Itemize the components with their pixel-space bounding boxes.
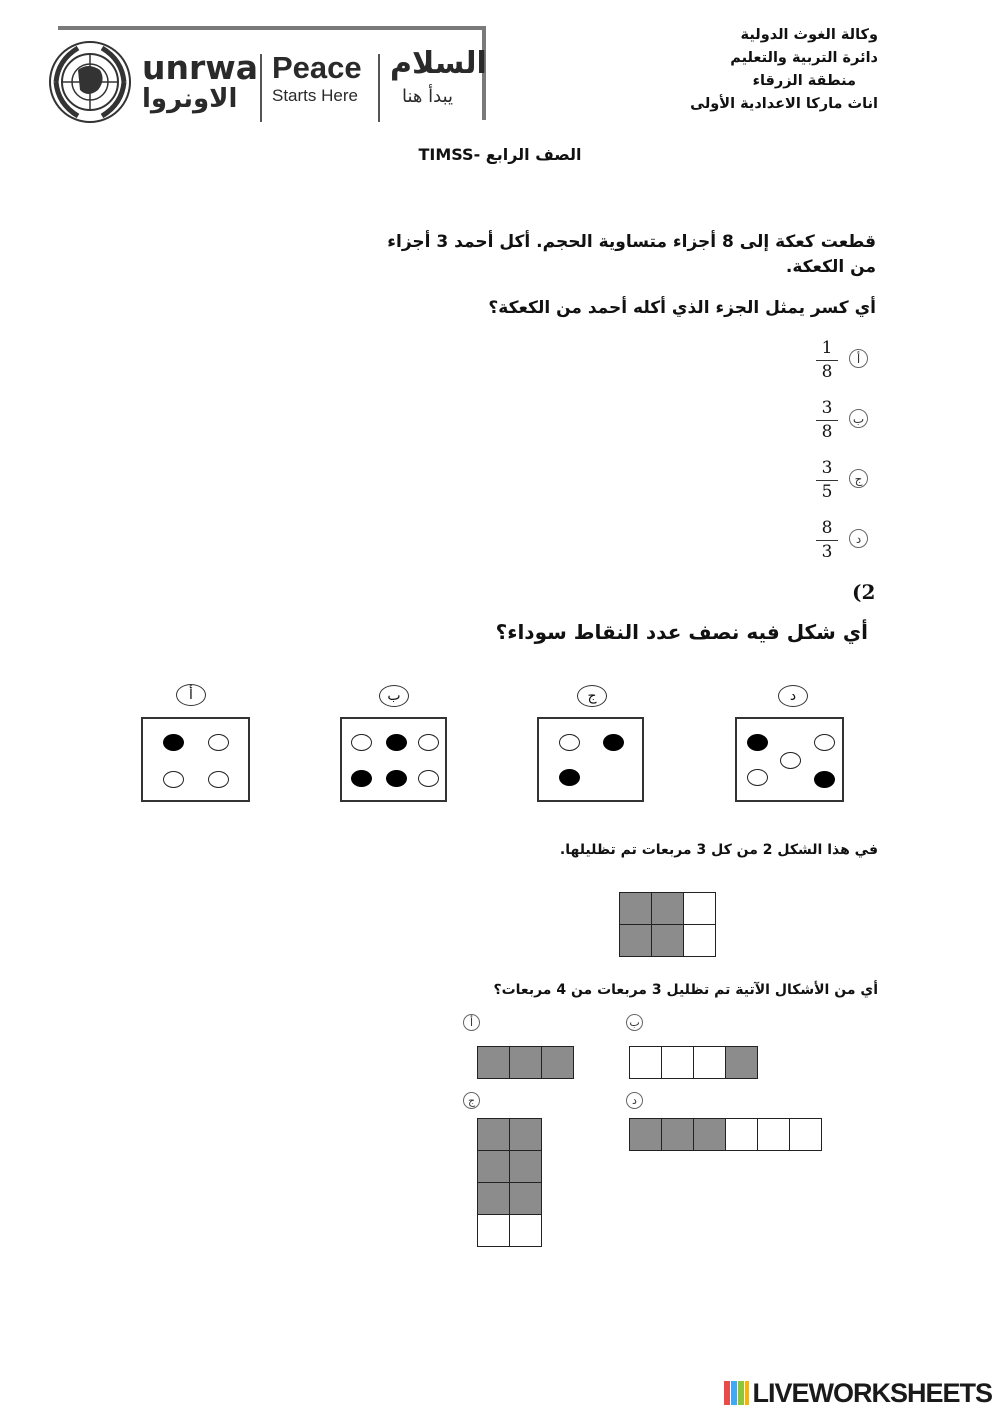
fraction-denominator: 5 <box>821 482 833 502</box>
shaded-square <box>662 1119 694 1151</box>
logo-salam-sub: يبدأ هنا <box>402 86 454 107</box>
empty-square <box>478 1215 510 1247</box>
logo-separator <box>260 54 262 122</box>
fraction-denominator: 3 <box>821 542 833 562</box>
white-dot <box>780 752 801 769</box>
liveworksheets-icon <box>722 1379 750 1407</box>
fraction-numerator: 1 <box>821 338 833 358</box>
q3-option-d[interactable] <box>629 1118 822 1151</box>
q1-option-d-marker[interactable]: د <box>849 529 868 548</box>
q3-example-grid <box>619 892 716 957</box>
q1-option-b-marker[interactable]: ب <box>849 409 868 428</box>
q3-label-d[interactable]: د <box>626 1092 643 1109</box>
q3-label-a[interactable]: أ <box>463 1014 480 1031</box>
shaded-square <box>510 1183 542 1215</box>
white-dot <box>208 771 229 788</box>
black-dot <box>559 769 580 786</box>
q1-option-c-marker[interactable]: ج <box>849 469 868 488</box>
black-dot <box>386 770 407 787</box>
q2-figure-a[interactable] <box>141 717 250 802</box>
shaded-square <box>510 1047 542 1079</box>
white-dot <box>418 770 439 787</box>
q3-question: أي من الأشكال الآتية تم تظليل 3 مربعات من 4 مربعات؟ <box>493 982 878 998</box>
black-dot <box>747 734 768 751</box>
watermark-text: LIVEWORKSHEETS <box>752 1377 992 1408</box>
q3-label-b[interactable]: ب <box>626 1014 643 1031</box>
white-dot <box>747 769 768 786</box>
header-line-school: اناث ماركا الاعدادية الأولى <box>690 96 878 112</box>
logo-starts-here: Starts Here <box>272 86 358 105</box>
q2-figure-b[interactable] <box>340 717 447 802</box>
q2-label-b[interactable]: ب <box>379 685 409 707</box>
un-emblem-icon <box>48 40 132 124</box>
empty-square <box>630 1047 662 1079</box>
black-dot <box>163 734 184 751</box>
black-dot <box>603 734 624 751</box>
unrwa-logo <box>44 26 486 122</box>
shaded-square <box>542 1047 574 1079</box>
empty-square <box>510 1215 542 1247</box>
fraction-denominator: 8 <box>821 362 833 382</box>
q3-option-b[interactable] <box>629 1046 758 1079</box>
shaded-square <box>726 1047 758 1079</box>
q2-figure-c[interactable] <box>537 717 644 802</box>
white-dot <box>351 734 372 751</box>
shaded-square <box>478 1119 510 1151</box>
q2-figure-d[interactable] <box>735 717 844 802</box>
empty-square <box>758 1119 790 1151</box>
shaded-square <box>510 1151 542 1183</box>
empty-square <box>694 1047 726 1079</box>
q3-label-c[interactable]: ج <box>463 1092 480 1109</box>
q1-question: أي كسر يمثل الجزء الذي أكله أحمد من الكعكة؟ <box>488 298 876 318</box>
q1-option-a-marker[interactable]: أ <box>849 349 868 368</box>
shaded-square <box>620 925 652 957</box>
logo-unrwa-ar: الاونروا <box>142 84 238 114</box>
q2-label-d[interactable]: د <box>778 685 808 707</box>
fraction-numerator: 3 <box>821 458 833 478</box>
q2-label-a[interactable]: أ <box>176 684 206 706</box>
q2-label-c[interactable]: ج <box>577 685 607 707</box>
school-header <box>618 24 878 116</box>
shaded-square <box>694 1119 726 1151</box>
header-line-agency: وكالة الغوث الدولية <box>740 27 878 43</box>
white-dot <box>559 734 580 751</box>
q1-option-a-fraction[interactable] <box>816 338 838 382</box>
empty-square <box>726 1119 758 1151</box>
logo-unrwa-en: unrwa <box>142 48 259 87</box>
logo-separator <box>378 54 380 122</box>
q3-option-c[interactable] <box>477 1118 542 1247</box>
page-title: الصف الرابع -TIMSS <box>418 145 582 164</box>
header-line-region: منطقة الزرقاء <box>752 73 856 89</box>
empty-square <box>684 893 716 925</box>
white-dot <box>814 734 835 751</box>
empty-square <box>662 1047 694 1079</box>
shaded-square <box>478 1151 510 1183</box>
fraction-denominator: 8 <box>821 422 833 442</box>
shaded-square <box>478 1183 510 1215</box>
shaded-square <box>652 925 684 957</box>
q1-option-c-fraction[interactable] <box>816 458 838 502</box>
q1-option-b-fraction[interactable] <box>816 398 838 442</box>
empty-square <box>684 925 716 957</box>
black-dot <box>814 771 835 788</box>
shaded-square <box>630 1119 662 1151</box>
q2-question: أي شكل فيه نصف عدد النقاط سوداء؟ <box>495 620 868 644</box>
fraction-numerator: 8 <box>821 518 833 538</box>
empty-square <box>790 1119 822 1151</box>
shaded-square <box>510 1119 542 1151</box>
black-dot <box>386 734 407 751</box>
shaded-square <box>620 893 652 925</box>
logo-salam: السلام <box>390 46 487 81</box>
header-line-department: دائرة التربية والتعليم <box>730 50 878 66</box>
black-dot <box>351 770 372 787</box>
shaded-square <box>652 893 684 925</box>
q1-option-d-fraction[interactable] <box>816 518 838 562</box>
q3-option-a[interactable] <box>477 1046 574 1079</box>
white-dot <box>418 734 439 751</box>
q1-stem: قطعت كعكة إلى 8 أجزاء متساوية الحجم. أكل أحمد 3 أجزاء من الكعكة. <box>387 232 876 277</box>
shaded-square <box>478 1047 510 1079</box>
q3-stem: في هذا الشكل 2 من كل 3 مربعات تم تظليلها. <box>559 842 878 858</box>
white-dot <box>163 771 184 788</box>
white-dot <box>208 734 229 751</box>
fraction-numerator: 3 <box>821 398 833 418</box>
logo-peace: Peace <box>272 50 362 85</box>
q2-number: (2 <box>852 580 876 604</box>
liveworksheets-logo <box>722 1378 992 1408</box>
